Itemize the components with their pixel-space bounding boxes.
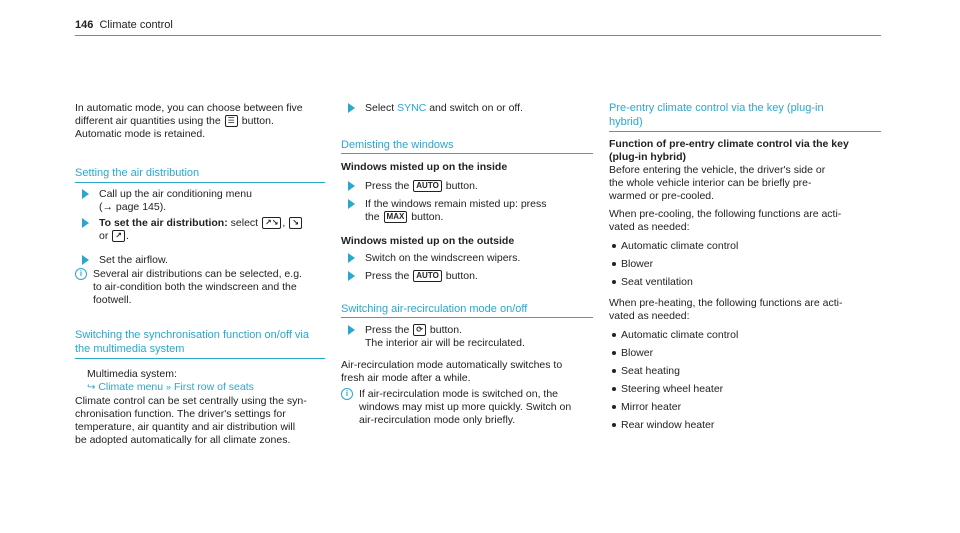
intro-line-3: Automatic mode is retained. [75, 128, 206, 140]
max-defrost-icon: MAX [384, 211, 408, 223]
section-rule [341, 317, 593, 318]
section-title-sync-2: the multimedia system [75, 343, 185, 355]
sync-body-1: Climate control can be set centrally using the syn- [75, 395, 307, 407]
list-item: Seat heating [609, 365, 680, 378]
page-number: 146 [75, 19, 94, 31]
step-call-menu: Call up the air conditioning menu (→ page 145). [75, 188, 252, 214]
sync-body-2: chronisation function. The driver's settings for [75, 408, 286, 420]
multimedia-label: Multimedia system: [87, 368, 177, 380]
list-item: Seat ventilation [609, 276, 693, 289]
subheading-preentry-2: (plug-in hybrid) [609, 151, 686, 163]
blower-icon: ☰ [225, 115, 238, 127]
list-item: Blower [609, 347, 653, 360]
step-arrow-icon [348, 103, 355, 113]
step-set-distribution: To set the air distribution: select ↗↘ , ↘ or ↗ . [75, 217, 303, 243]
step-arrow-icon [348, 199, 355, 209]
page-header [75, 19, 173, 32]
preentry-body-3: warmed or pre-cooled. [609, 190, 715, 202]
air-distribution-upper-icon: ↗↘ [262, 217, 281, 229]
air-distribution-footwell-icon: ↘ [289, 217, 302, 229]
sync-body-4: be adopted automatically for all climate zones. [75, 434, 291, 446]
recirc-body-2: fresh air mode after a while. [341, 372, 471, 384]
nav-first-row[interactable]: First row of seats [173, 381, 254, 393]
section-title-recirculation: Switching air-recirculation mode on/off [341, 303, 528, 315]
step-select-sync: Select SYNC and switch on or off. [341, 102, 523, 115]
nav-climate-menu[interactable]: Climate menu [98, 381, 164, 393]
section-rule [75, 358, 325, 359]
step-arrow-icon [82, 255, 89, 265]
section-title-preentry-1: Pre-entry climate control via the key (plug-in [609, 102, 824, 114]
section-rule [609, 131, 881, 132]
nav-next-icon: » [166, 382, 172, 392]
step-arrow-icon [348, 325, 355, 335]
section-rule [75, 182, 325, 183]
list-item: Mirror heater [609, 401, 681, 414]
sync-body-3: temperature, air quantity and air distribution will [75, 421, 296, 433]
heating-intro-2: vated as needed: [609, 310, 690, 322]
note-air-distribution: i Several air distributions can be selected, e.g. to air-condition both the windscreen and the footwell. [75, 268, 302, 308]
step-press-auto: Press the AUTO button. [341, 180, 478, 193]
list-item: Rear window heater [609, 419, 714, 432]
step-arrow-icon [82, 189, 89, 199]
step-arrow-icon [348, 181, 355, 191]
nav-arrow-icon: ↪ [87, 382, 96, 393]
air-distribution-centre-icon: ↗ [112, 230, 125, 242]
list-item: Steering wheel heater [609, 383, 723, 396]
step-arrow-icon [348, 253, 355, 263]
sync-label: SYNC [397, 102, 427, 114]
section-title-air-distribution: Setting the air distribution [75, 167, 200, 179]
list-item: Automatic climate control [609, 329, 738, 342]
subheading-inside: Windows misted up on the inside [341, 161, 508, 173]
section-title-sync-1: Switching the synchronisation function on/off via [75, 329, 309, 341]
subheading-preentry-1: Function of pre-entry climate control via the key [609, 138, 849, 150]
preentry-body-1: Before entering the vehicle, the driver's side or [609, 164, 826, 176]
recirculation-icon: ⟳ [413, 324, 426, 336]
section-rule [341, 153, 593, 154]
intro-line-2: different air quantities using the ☰ button. [75, 115, 274, 127]
preentry-body-2: the whole vehicle interior can be briefly pre- [609, 177, 812, 189]
step-set-airflow: Set the airflow. [75, 254, 168, 267]
subheading-outside: Windows misted up on the outside [341, 235, 515, 247]
note-recirculation: i If air-recirculation mode is switched on, the windows may mist up more quickly. Switch on air-recirculation mode only briefly. [341, 388, 571, 428]
list-item: Automatic climate control [609, 240, 738, 253]
intro-line-1: In automatic mode, you can choose between five [75, 102, 303, 114]
step-arrow-icon [82, 218, 89, 228]
section-title-demisting: Demisting the windows [341, 139, 454, 151]
step-wipers: Switch on the windscreen wipers. [341, 252, 520, 265]
step-arrow-icon [348, 271, 355, 281]
nav-path [87, 381, 254, 394]
auto-button-icon: AUTO [413, 180, 442, 192]
section-title-preentry-2: hybrid) [609, 116, 643, 128]
auto-button-icon: AUTO [413, 270, 442, 282]
info-icon: i [75, 268, 87, 280]
list-item: Blower [609, 258, 653, 271]
step-press-auto-2: Press the AUTO button. [341, 270, 478, 283]
info-icon: i [341, 388, 353, 400]
recirc-body-1: Air-recirculation mode automatically switches to [341, 359, 563, 371]
cooling-intro-2: vated as needed: [609, 221, 690, 233]
chapter-title: Climate control [99, 19, 173, 31]
heating-intro-1: When pre-heating, the following functions are acti- [609, 297, 843, 309]
step-press-max: If the windows remain misted up: press the MAX button. [341, 198, 547, 224]
cooling-intro-1: When pre-cooling, the following functions are acti- [609, 208, 842, 220]
step-press-recirc: Press the ⟳ button. The interior air will be recirculated. [341, 324, 525, 350]
header-rule [75, 35, 881, 36]
